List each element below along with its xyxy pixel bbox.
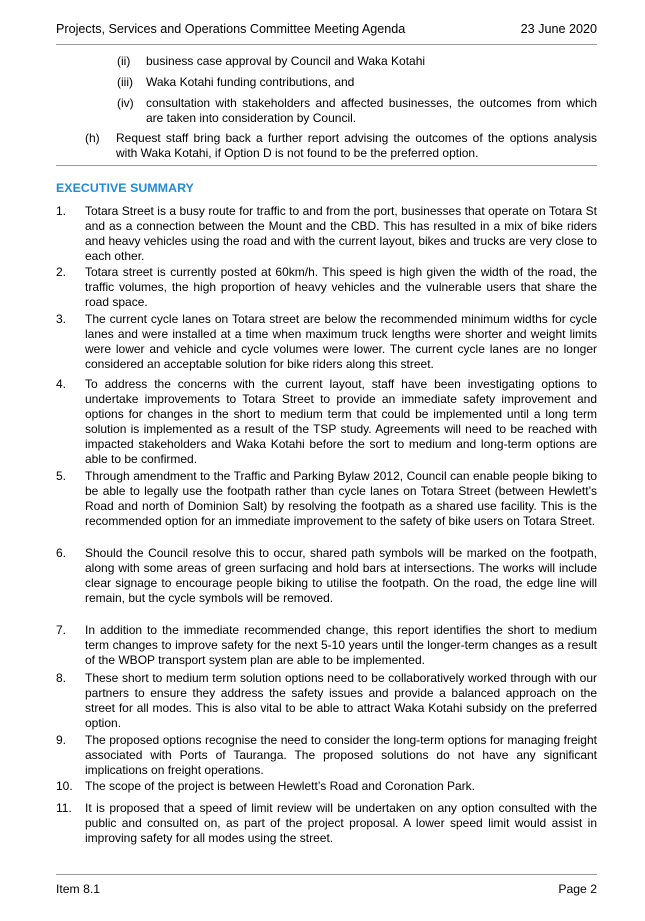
header-date: 23 June 2020 [520, 22, 597, 36]
paragraph-number: 5. [56, 469, 67, 483]
page-header [56, 22, 597, 36]
paragraph-text: The scope of the project is between Hewlett’s Road and Coronation Park. [85, 779, 475, 793]
paragraph-number: 7. [56, 623, 67, 637]
paragraph-text: To address the concerns with the current layout, staff have been investigating options to undertake improvements to Totara Street to provide an immediate safety improvement and options for changes in the short to medium term that could be implemented until a long term solution is implemented as a result of the TSP study. Agreements will need to be reached with impacted stakeholders and Waka Kotahi before the sort to medium and long-term options are able to be confirmed. [85, 377, 597, 466]
resolution-item-number: (h) [85, 131, 100, 145]
paragraph-text: The proposed options recognise the need to consider the long-term options for managing freight associated with Ports of Tauranga. The proposed solutions do not have any significant implications on freight operations. [85, 733, 597, 777]
sublist-number: (iii) [117, 75, 133, 89]
paragraph-text: It is proposed that a speed of limit review will be undertaken on any option consulted with the public and consulted on, as part of the project proposal. A lower speed limit would assist in improving safety for all modes using the street. [85, 801, 597, 845]
paragraph-text: Through amendment to the Traffic and Parking Bylaw 2012, Council can enable people biking to be able to legally use the footpath rather than cycle lanes on Totara Street (between Hewlett’s Road and north of Dominion Salt) by resolving the footpath as a shared use facility. This is the recommended option for an immediate improvement to the safety of bike users on Totara Street. [85, 469, 597, 528]
paragraph-number: 4. [56, 377, 67, 391]
footer-item-label: Item 8.1 [56, 882, 101, 896]
paragraph-number: 6. [56, 546, 67, 560]
footer-page-number: Page 2 [558, 882, 597, 896]
paragraph-text: Totara street is currently posted at 60km/h. This speed is high given the width of the road, the traffic volumes, the high proportion of heavy vehicles and the vulnerable users that share the road space. [85, 265, 597, 309]
footer-rule [56, 874, 597, 875]
paragraph-number: 10. [56, 779, 73, 793]
paragraph-number: 8. [56, 671, 67, 685]
paragraph-text: Should the Council resolve this to occur, shared path symbols will be marked on the footpath, along with some areas of green surfacing and hold bars at intersections. The works will include clear signage to encourage people biking to utilise the footpath. On the road, the edge line will remain, but the cycle symbols will be removed. [85, 546, 597, 605]
paragraph-number: 1. [56, 204, 67, 218]
paragraph-text: These short to medium term solution options need to be collaboratively worked through with our partners to ensure they address the safety issues and provide a balanced approach on the street for all modes. This is also vital to be able to attract Waka Kotahi subsidy on the preferred option. [85, 671, 597, 730]
sublist-number: (iv) [117, 96, 134, 110]
resolution-item-text: Request staff bring back a further report advising the outcomes of the options analysis with Waka Kotahi, if Option D is not found to be the preferred option. [116, 131, 597, 160]
paragraph-number: 9. [56, 733, 67, 747]
section-rule [56, 165, 597, 166]
page-footer [56, 882, 597, 896]
paragraph-text: The current cycle lanes on Totara street are below the recommended minimum widths for cycle lanes and were installed at a time when maximum truck lengths were shorter and weight limits were lower and vehicle and cycle volumes were lower. The current cycle lanes are no longer considered an acceptable solution for bike riders along this street. [85, 312, 597, 371]
paragraph-number: 11. [56, 801, 72, 815]
header-title: Projects, Services and Operations Committee Meeting Agenda [56, 22, 406, 36]
sublist-number: (ii) [117, 54, 131, 68]
paragraph-text: In addition to the immediate recommended change, this report identifies the short to medium term changes to improve safety for the next 5-10 years until the longer-term changes as a result of the WBOP transport system plan are able to be implemented. [85, 623, 597, 667]
paragraph-number: 3. [56, 312, 67, 326]
sublist-text: business case approval by Council and Waka Kotahi [146, 54, 426, 68]
paragraph-number: 2. [56, 265, 67, 279]
header-rule [56, 44, 597, 45]
sublist-text: Waka Kotahi funding contributions, and [146, 75, 355, 89]
section-heading: EXECUTIVE SUMMARY [56, 181, 194, 195]
sublist-text: consultation with stakeholders and affected businesses, the outcomes from which are taken into consideration by Council. [146, 96, 597, 125]
paragraph-text: Totara Street is a busy route for traffic to and from the port, businesses that operate on Totara St and as a connection between the Mount and the CBD. This has resulted in a mix of bike riders and heavy vehicles using the road and with the current layout, bikes and trucks are very close to each other. [85, 204, 597, 263]
